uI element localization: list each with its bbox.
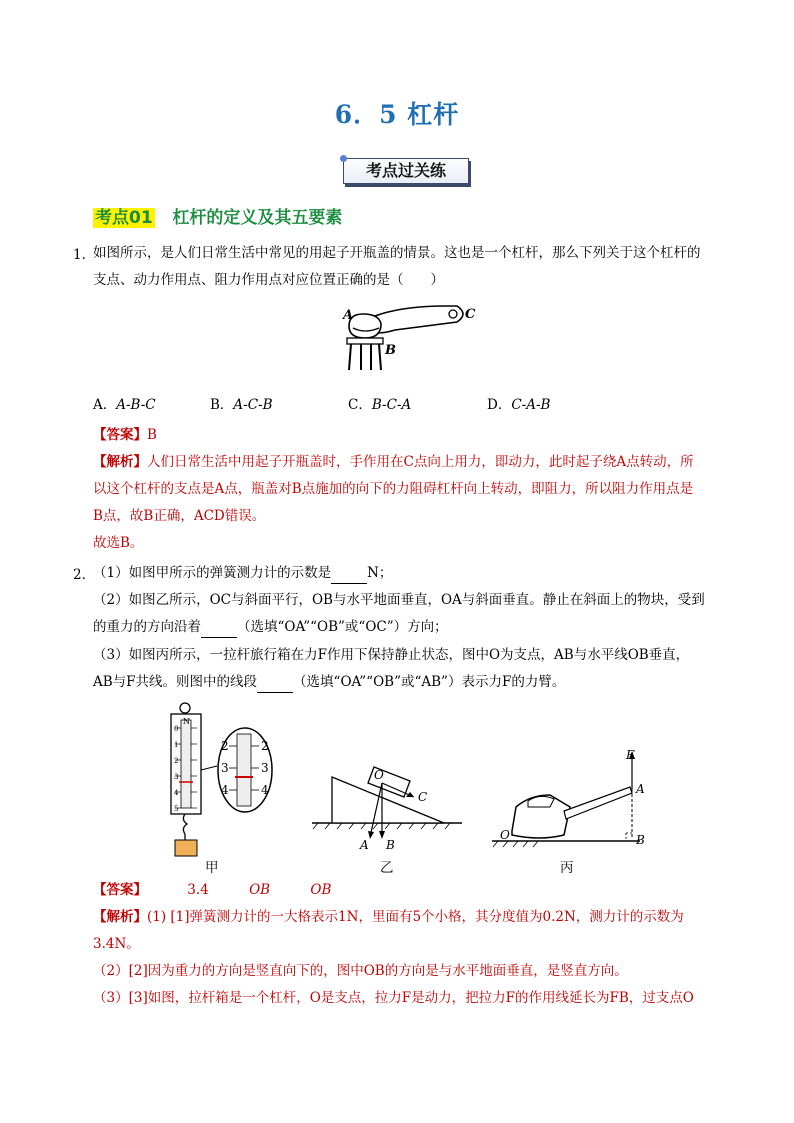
section-badge xyxy=(340,155,472,185)
suitcase-figure xyxy=(490,745,650,850)
bottle-opener-figure xyxy=(335,298,485,378)
q1-option-d: D．C-A-B xyxy=(487,397,551,413)
svg-text:4: 4 xyxy=(261,783,269,797)
caption-jia: 甲 xyxy=(205,860,219,876)
q2-part2-line1: （2）如图乙所示，OC与斜面平行，OB与水平地面垂直，OA与斜面垂直。静止在斜面上的物块，受到 xyxy=(93,592,705,608)
q1-conclusion: 故选B。 xyxy=(93,535,144,551)
q1-line1: 如图所示，是人们日常生活中常见的用起子开瓶盖的情景。这也是一个杠杆，那么下列关于这个杠杆的 xyxy=(93,245,701,261)
q2-part3-line1: （3）如图丙所示，一拉杆旅行箱在力F作用下保持静止状态，图中O为支点，AB与水平线OB垂直， xyxy=(93,647,690,663)
q1-analysis-3: B点，故B正确，ACD错误。 xyxy=(93,508,266,524)
svg-text:B: B xyxy=(386,838,395,852)
q1-number: 1． xyxy=(73,247,96,263)
q2-analysis-3: （2）[2]因为重力的方向是竖直向下的，图中OB的方向是与水平地面垂直，是竖直方向。 xyxy=(93,963,628,979)
svg-text:2: 2 xyxy=(221,739,229,753)
svg-text:2: 2 xyxy=(174,757,179,765)
q2-analysis-1: 【解析】(1) [1]弹簧测力计的一大格表示1N，里面有5个小格，其分度值为0.2N，测力计的示数为 xyxy=(93,909,684,925)
page-title: 6．5 杠杆 xyxy=(334,100,460,129)
svg-text:4: 4 xyxy=(221,783,229,797)
svg-text:2: 2 xyxy=(261,739,269,753)
fig1-label-b: B xyxy=(385,343,396,358)
svg-text:O: O xyxy=(374,768,384,782)
caption-yi: 乙 xyxy=(380,860,394,876)
svg-text:1: 1 xyxy=(174,741,179,749)
svg-text:F: F xyxy=(626,748,635,762)
spring-scale-figure xyxy=(165,700,280,870)
scale-n-label: N xyxy=(183,717,190,726)
q2-analysis-4: （3）[3]如图，拉杆箱是一个杠杆，O是支点，拉力F是动力，把拉力F的作用线延长为FB，过支点O xyxy=(93,990,694,1006)
q2-part3-line2: AB与F共线。则图中的线段 （选填“OA”“OB”或“AB”）表示力F的力臂。 xyxy=(93,672,724,693)
q2-answer: 【答案】 3.4 OB OB xyxy=(93,882,332,898)
q1-option-a: A．A-B-C xyxy=(93,397,156,413)
section-text: 杠杆的定义及其五要素 xyxy=(172,208,343,228)
svg-text:B: B xyxy=(636,833,645,847)
badge-label: 考点过关练 xyxy=(343,158,469,184)
q1-line2: 支点、动力作用点、阻力作用点对应位置正确的是（ ） xyxy=(93,272,444,288)
svg-text:3: 3 xyxy=(261,761,269,775)
caption-bing: 丙 xyxy=(560,860,574,876)
q2-part1: （1）如图甲所示的弹簧测力计的示数是 N； xyxy=(93,563,724,584)
q2-part2-line2: 的重力的方向沿着 （选填“OA”“OB”或“OC”）方向； xyxy=(93,617,724,638)
svg-text:0: 0 xyxy=(174,725,179,733)
fig1-label-c: C xyxy=(465,307,476,322)
svg-text:3: 3 xyxy=(174,773,179,781)
section-heading xyxy=(93,203,342,228)
svg-text:5: 5 xyxy=(174,805,179,813)
q1-analysis-2: 以这个杠杆的支点是A点，瓶盖对B点施加的向下的力阻碍杠杆向上转动，即阻力，所以阻力作用点是 xyxy=(93,481,694,497)
q2-number: 2． xyxy=(73,567,96,583)
q1-answer: 【答案】B xyxy=(93,427,157,443)
svg-text:3: 3 xyxy=(221,761,229,775)
badge-dot-icon xyxy=(340,155,347,162)
svg-text:C: C xyxy=(418,790,428,804)
q2-analysis-2: 3.4N。 xyxy=(93,936,140,952)
q1-option-b: B．A-C-B xyxy=(210,397,273,413)
section-tag: 考点01 xyxy=(95,208,153,228)
svg-text:A: A xyxy=(360,838,369,852)
svg-text:4: 4 xyxy=(174,789,179,797)
svg-text:O: O xyxy=(500,828,510,842)
incline-figure xyxy=(310,755,470,855)
q1-analysis-1: 【解析】人们日常生活中用起子开瓶盖时，手作用在C点向上用力，即动力，此时起子绕A点转动，所 xyxy=(93,454,694,470)
fig1-label-a: A xyxy=(343,308,354,323)
q1-option-c: C．B-C-A xyxy=(348,397,412,413)
svg-text:A: A xyxy=(636,782,645,796)
